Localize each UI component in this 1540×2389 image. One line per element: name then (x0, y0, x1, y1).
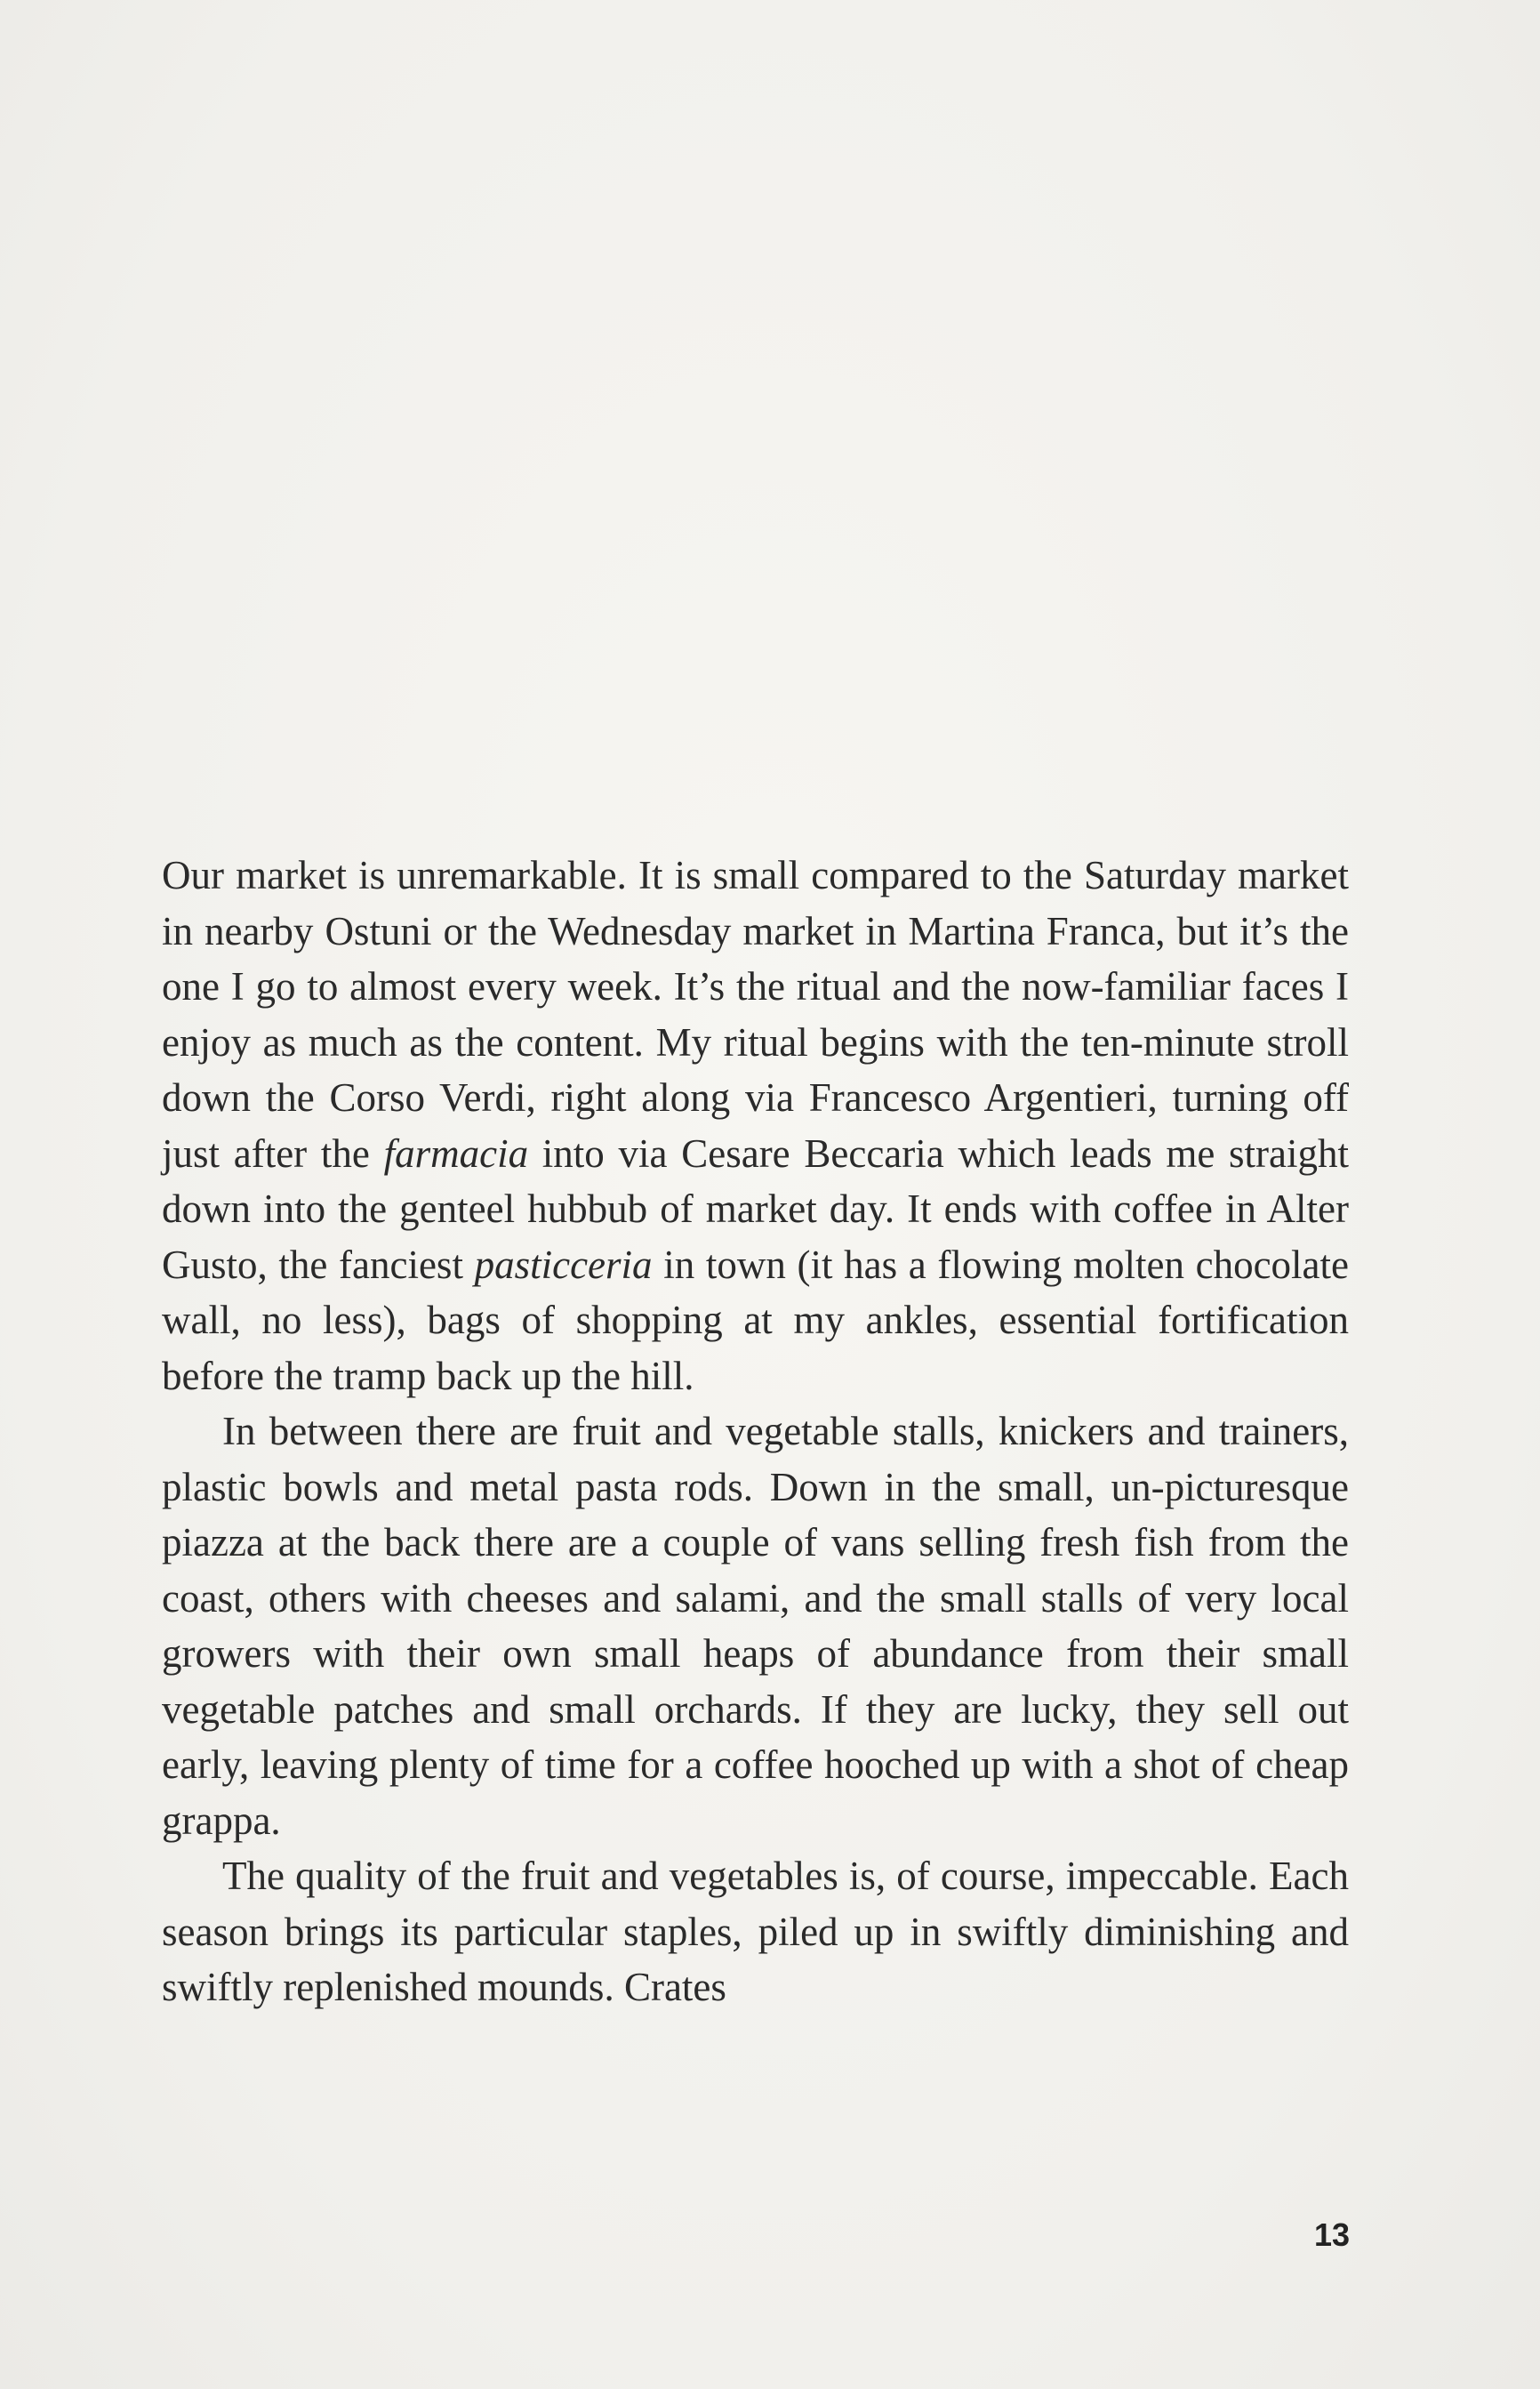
paragraph-3 (162, 1848, 1349, 2015)
italic-word-farmacia: farmacia (383, 1130, 529, 1176)
text-run: In between there are fruit and vegetable stalls, knickers and trainers, plastic bowls and metal pasta rods. Down in the small, un-picturesque piazza at the back there are a couple of vans selling fresh fish from the coast, others with cheeses and salami, and the small stalls of very local growers with their own small heaps of abundance from their small vegetable patches and small orchards. If they are lucky, they sell out early, leaving plenty of time for a coffee hooched up with a shot of cheap grappa. (162, 1409, 1349, 1843)
paragraph-1 (162, 848, 1349, 1404)
page-number: 13 (1313, 2216, 1350, 2253)
text-run: into via Cesare Beccaria which leads me straight down into the genteel hubbub of market day. It ends with coffee in Alter Gusto, the fanciest (162, 1130, 1349, 1287)
text-run: in town (it has a flowing molten chocolate wall, no less), bags of shopping at my ankles, essential fortification before the tramp back up the hill. (162, 1242, 1349, 1398)
text-run: The quality of the fruit and vegetables is, of course, impeccable. Each season brings its particular staples, piled up in swiftly diminishing and swiftly replenished mounds. Crates (162, 1854, 1349, 2009)
text-run: Our market is unremarkable. It is small compared to the Saturday market in nearby Ostuni or the Wednesday market in Martina Franca, but it’s the one I go to almost every week. It’s the ritual and the now-familiar faces I enjoy as much as the content. My ritual begins with the ten-minute stroll down the Corso Verdi, right along via Francesco Argentieri, turning off just after the (162, 853, 1349, 1176)
paragraph-2 (162, 1404, 1349, 1848)
body-text (162, 848, 1349, 2015)
italic-word-pasticceria: pasticceria (474, 1242, 653, 1287)
